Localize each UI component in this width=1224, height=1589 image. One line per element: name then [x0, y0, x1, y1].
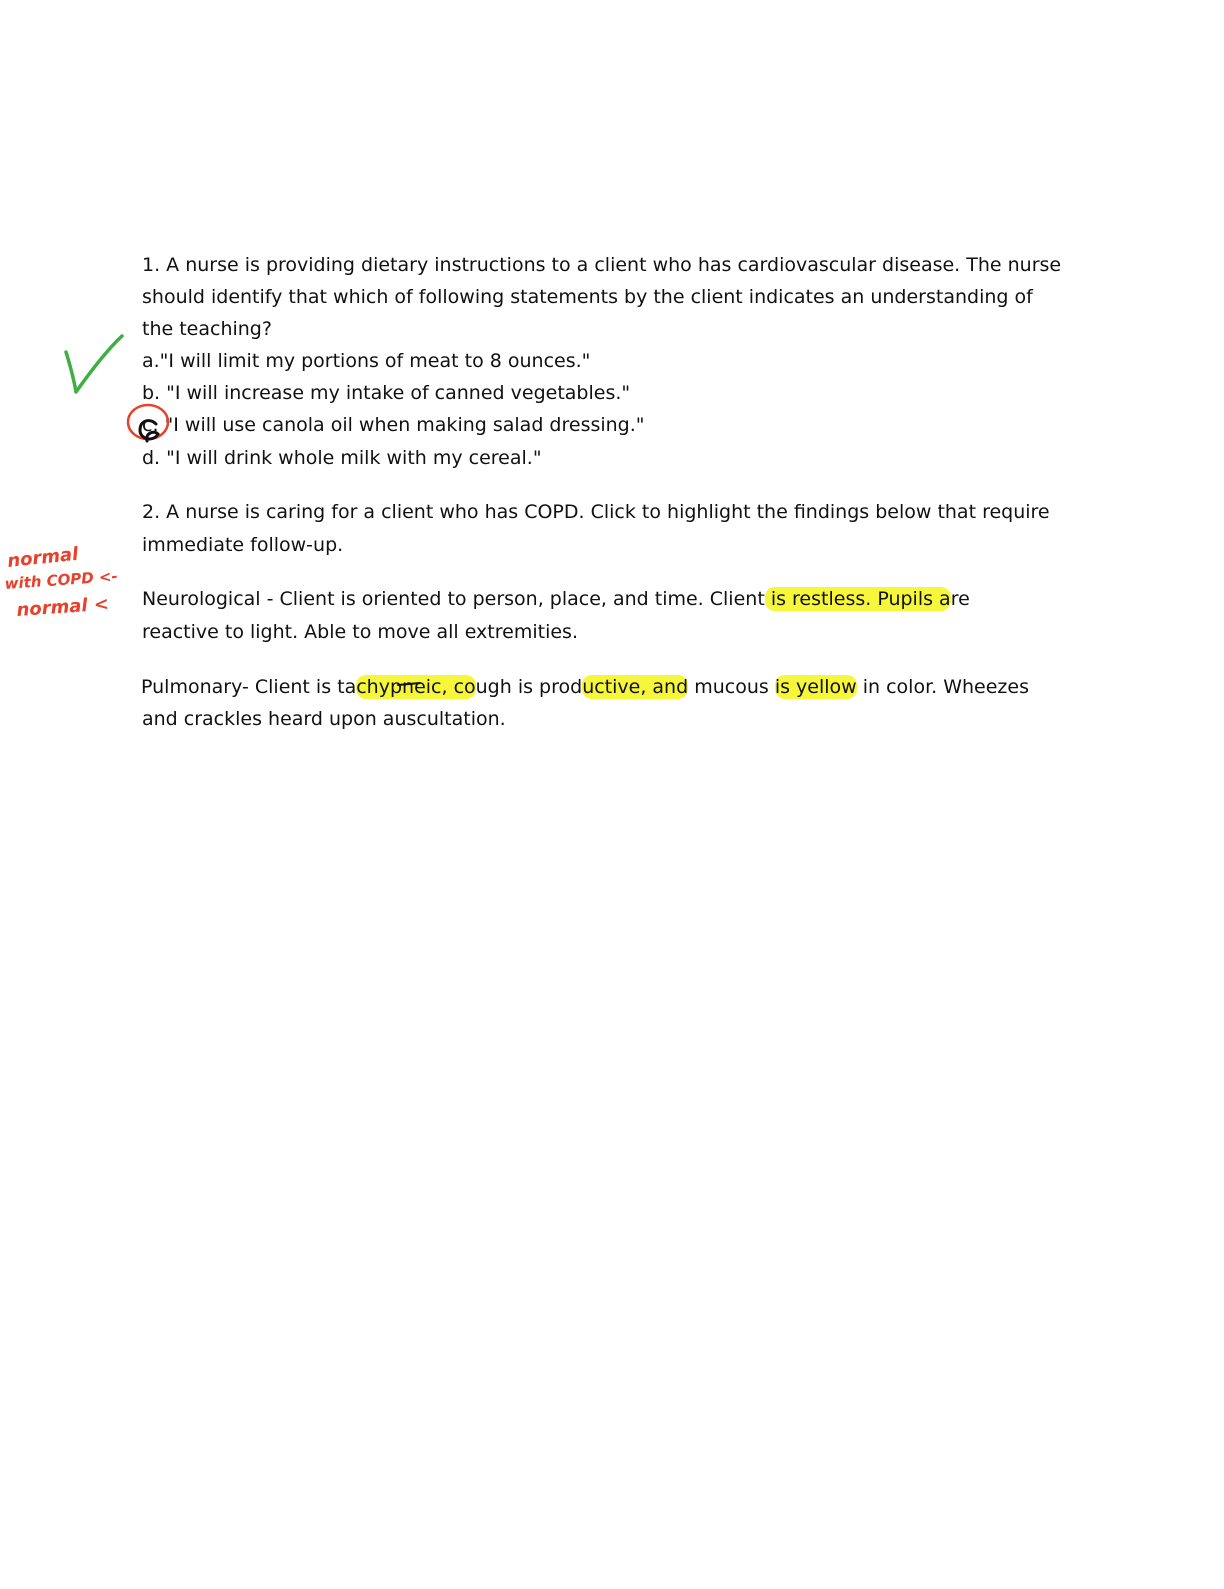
highlighted-finding: is yellow: [774, 676, 857, 698]
option-b: b. "I will increase my intake of canned vegetables.": [142, 382, 631, 404]
margin-note-line-1: normal: [6, 543, 80, 572]
highlighted-finding: chypneic, co: [356, 676, 476, 698]
question-2-line-1: 2. A nurse is caring for a client who has COPD. Click to highlight the findings below that require: [142, 501, 1050, 523]
highlighted-finding: uctive, and: [582, 676, 689, 698]
question-1-line-1: 1. A nurse is providing dietary instructions to a client who has cardiovascular disease. The nurse: [142, 254, 1062, 276]
option-a: a."I will limit my portions of meat to 8 ounces.": [142, 350, 591, 372]
option-d: d. "I will drink whole milk with my cereal.": [142, 447, 542, 469]
strike-mark-icon: [398, 683, 420, 685]
pulmonary-text: mucous: [688, 676, 775, 698]
highlighted-finding: is restless. Pupils a: [764, 588, 951, 610]
question-1-line-2: should identify that which of following statements by the client indicates an understanding of: [142, 286, 1033, 308]
checkmark-icon: [66, 336, 122, 392]
margin-note-line-2: with COPD <-: [4, 567, 119, 593]
scribble-mark-icon: [140, 421, 158, 441]
neurological-text: Neurological - Client is oriented to person, place, and time. Client: [142, 588, 765, 610]
neurological-line-2: reactive to light. Able to move all extremities.: [142, 621, 578, 643]
margin-note-line-3: normal <: [15, 593, 110, 621]
option-c: c. "I will use canola oil when making salad dressing.": [142, 414, 645, 436]
neurological-text-end: re: [950, 588, 970, 610]
pulmonary-text: in color. Wheezes: [856, 676, 1029, 698]
pulmonary-line-2: and crackles heard upon auscultation.: [142, 708, 506, 730]
question-2-line-2: immediate follow-up.: [142, 534, 344, 556]
question-1-line-3: the teaching?: [142, 318, 272, 340]
pulmonary-text: Pulmonary- Client is ta: [141, 676, 357, 698]
pulmonary-text: ugh is prod: [475, 676, 583, 698]
